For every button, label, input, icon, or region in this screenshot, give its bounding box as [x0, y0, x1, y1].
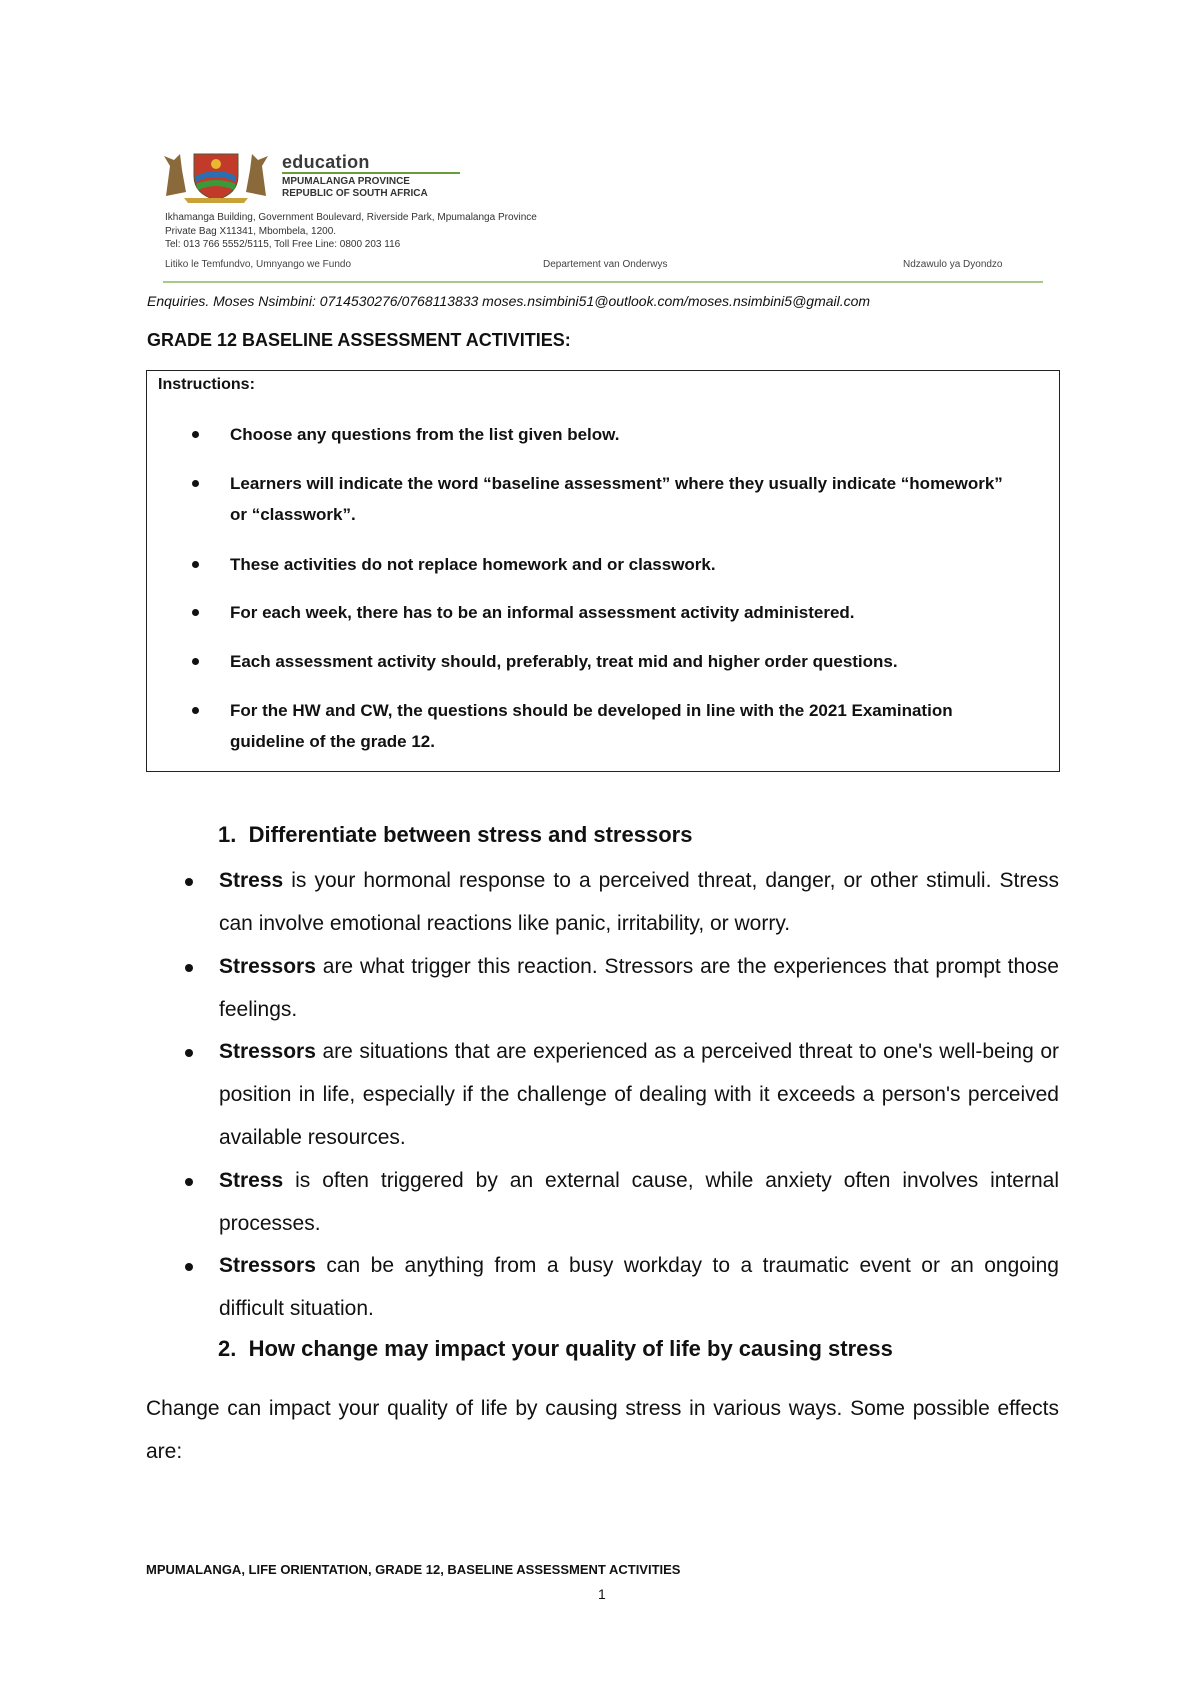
address-line-3: Tel: 013 766 5552/5115, Toll Free Line: 0800 203 116	[165, 239, 401, 250]
letterhead-accent-line	[282, 172, 460, 174]
address-line-2: Private Bag X11341, Mbombela, 1200.	[165, 226, 337, 237]
language-label-swati: Litiko le Temfundvo, Umnyango we Fundo	[165, 259, 352, 270]
bullet-icon	[185, 878, 193, 886]
instructions-heading: Instructions:	[158, 376, 255, 393]
instruction-item: Learners will indicate the word “baseline assessment” where they usually indicate “homework” or “classwork”.	[230, 474, 1003, 524]
coat-of-arms-logo	[160, 146, 272, 204]
bullet-icon	[192, 561, 199, 568]
bullet-icon	[192, 707, 199, 714]
language-label-afrikaans: Departement van Onderwys	[543, 259, 668, 270]
bullet-term: Stressors	[219, 955, 316, 978]
question-1-title: Differentiate between stress and stressors	[248, 822, 693, 847]
bullet-description: can be anything from a busy workday to a traumatic event or an ongoing difficult situation.	[219, 1254, 1059, 1320]
bullet-term: Stressors	[219, 1254, 316, 1277]
bullet-icon	[192, 658, 199, 665]
instruction-item: For the HW and CW, the questions should be developed in line with the 2021 Examination guideline of the grade 12.	[230, 701, 953, 751]
bullet-description: is your hormonal response to a perceived threat, danger, or other stimuli. Stress can involve emotional reactions like panic, irritability, or worry.	[219, 869, 1059, 935]
stress-bullet	[219, 1159, 1059, 1245]
bullet-term: Stress	[219, 1169, 284, 1192]
bullet-icon	[192, 431, 199, 438]
bullet-term: Stress	[219, 869, 284, 892]
province-name: MPUMALANGA PROVINCE	[282, 176, 410, 187]
page-number: 1	[598, 1586, 606, 1602]
bullet-icon	[185, 1049, 193, 1057]
letterhead-divider	[163, 281, 1043, 283]
bullet-icon	[185, 1178, 193, 1186]
address-line-1: Ikhamanga Building, Government Boulevard, Riverside Park, Mpumalanga Province	[165, 212, 537, 223]
stressors-bullet	[219, 1244, 1059, 1330]
republic-name: REPUBLIC OF SOUTH AFRICA	[282, 188, 428, 199]
instruction-item: Each assessment activity should, preferably, treat mid and higher order questions.	[230, 652, 898, 671]
question-1-number: 1.	[218, 822, 237, 847]
bullet-term: Stressors	[219, 1040, 316, 1063]
language-label-tsonga: Ndzawulo ya Dyondzo	[903, 259, 1003, 270]
bullet-icon	[185, 964, 193, 972]
document-title: GRADE 12 BASELINE ASSESSMENT ACTIVITIES:	[147, 330, 571, 350]
bullet-icon	[192, 609, 199, 616]
bullet-description: are situations that are experienced as a perceived threat to one's well-being or position in life, especially if the challenge of dealing with it exceeds a person's perceived available resources.	[219, 1040, 1059, 1149]
page-footer: MPUMALANGA, LIFE ORIENTATION, GRADE 12, BASELINE ASSESSMENT ACTIVITIES	[146, 1562, 681, 1577]
stressors-bullet	[219, 1030, 1059, 1159]
stressors-bullet	[219, 945, 1059, 1031]
question-2-heading	[218, 1336, 893, 1362]
question-1-heading	[218, 822, 692, 848]
department-name: education	[282, 152, 370, 172]
instruction-item: For each week, there has to be an informal assessment activity administered.	[230, 603, 855, 622]
bullet-description: is often triggered by an external cause, while anxiety often involves internal processes.	[219, 1169, 1059, 1235]
bullet-icon	[192, 480, 199, 487]
bullet-icon	[185, 1263, 193, 1271]
instruction-item: These activities do not replace homework and or classwork.	[230, 555, 716, 574]
enquiries-line: Enquiries. Moses Nsimbini: 0714530276/0768113833 moses.nsimbini51@outlook.com/moses.nsimbini5@gmail.com	[147, 293, 871, 309]
stress-bullet	[219, 859, 1059, 945]
question-2-paragraph: Change can impact your quality of life by causing stress in various ways. Some possible effects are:	[146, 1397, 1059, 1463]
bullet-description: are what trigger this reaction. Stressors are the experiences that prompt those feelings.	[219, 955, 1059, 1021]
question-2-number: 2.	[218, 1336, 237, 1361]
instruction-item: Choose any questions from the list given below.	[230, 425, 620, 444]
question-2-title: How change may impact your quality of life by causing stress	[248, 1336, 893, 1361]
